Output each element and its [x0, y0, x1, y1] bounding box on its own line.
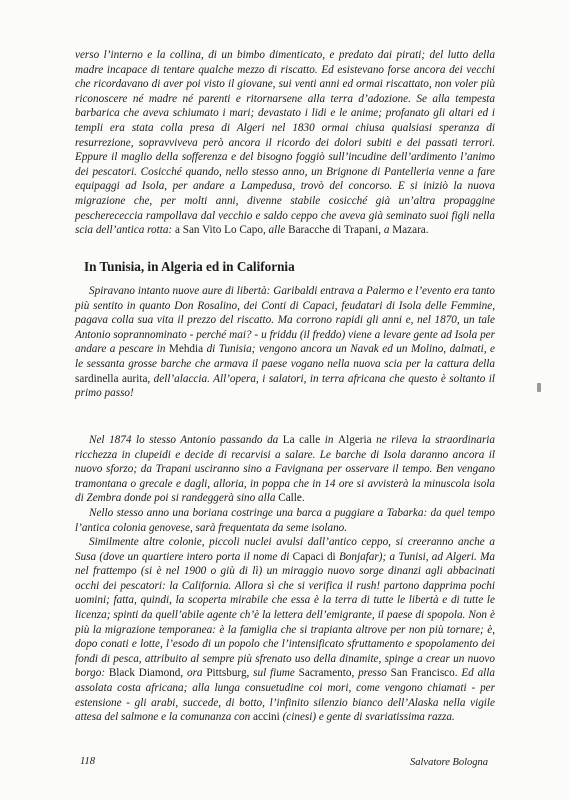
text-run: presso [358, 667, 391, 680]
text-run: di [206, 343, 219, 356]
text-run: Calle. [278, 492, 305, 505]
text-run: ora [186, 667, 207, 680]
text-run: La calle [282, 434, 325, 446]
text-run: Black Diamond, [108, 667, 187, 680]
text-run: Mehdia [168, 343, 207, 356]
text-run: Similmente altre colonie, piccoli nuclei avulsi dall’antico ceppo, si creeranno anche a Susa (dove un quartiere intero porta il nome di [75, 536, 495, 563]
running-footer-author: Salvatore Bologna [410, 757, 489, 768]
paragraph-tabarka [75, 506, 495, 535]
paragraph-intro [75, 48, 495, 238]
text-run: Algeria [338, 434, 377, 446]
text-run: Pittsburg, [206, 667, 254, 680]
paragraph-1874 [75, 433, 495, 506]
text-run: San Francisco. [390, 667, 462, 680]
text-run: Mazara. [392, 224, 429, 237]
text-run: Sacramento, [298, 667, 359, 680]
text-run: ne rileva la straordinaria ricchezza in clupeidi e decide di recarvisi a salare. Le barche di Isola daranno ancora il nuovo sforzo; da Trapani usciranno sino a Favignana per osservare il tempo. Ben vengano tramontana o grecale e dagli, alloria, in poppa che in 14 ore si avvisterà la minuscola isola di Zembra donde poi si randeggerà sino alla [75, 434, 496, 505]
text-run: verso l’interno e la collina, di un bimbo dimenticato, e predato dai pirati; del lutto della madre incapace di tentare qualche mezzo di riscatto. Ed esistevano forse ancora dei vecchi che ricordavano di aver poi visto il giovane, sui venti anni ed ormai riscattato, non voler più riconoscere né madre né parenti e ritornarsene alla terra d’adozione. Se alla tempesta barbarica che aveva schiumato i mari; devastato i lidi e le anime; profanato gli altari ed i templi era stata colla presa di Algeri nel 1830 ormai chiusa qualsiasi speranza di resurrezione, sopravviveva però ancora il ricordo dei dolori subiti e dei passati terrori. Eppure il maglio della sofferenza e del bisogno foggiò sull’incudine dell’ardimento l’animo dei pescatori. Cosicché quando, nello stesso anno, un Brignone di Pantelleria venne a fare equipaggi ad Isola, per andare a Lampedusa, trovò del concorso. E si iniziò la nuova migrazione che, per molti anni, divenne stabile cosicché già un’altra propaggine pescherececcia rampollava dal vecchio e saldo ceppo che aveva già seminato suoi figli nella scia dell’antica rotta: [75, 49, 495, 237]
text-run: Bonjafar); a Tunisi, ad Algeri. Ma nel frattempo (si è nel 1900 o giù di lì) un miraggio nuovo sorge dinanzi agli abbacinati occhi dei pescatori: la California. Allora sì che si verifica il rush! partono dapprima pochi uomini; fatta, quindi, la scoperta mirabile che essa è la terra di tutte le libertà e di tutte le licenza; spinti da quell’abile agente ch’è la lettera dell’emigrante, il paese di spopola. Non è più la migrazione temporanea: è la famiglia che si trapianta altrove per non più tornare; è, dopo conati e lotte, l’esodo di un popolo che l’intensificato sfruttamento e spopolamento dei fondi di pesca, attribuito al sempre più sfrenato uso della dinamite, spinge a crear un nuovo borgo: [75, 550, 495, 680]
paragraph-california [75, 535, 495, 725]
text-run: Spiravano intanto nuove aure di libertà: Garibaldi entrava a Palermo e l’evento era tanto più sentito in quanto Don Rosalino, dei Conti di Capaci, feudatari di Isola delle Femmine, pagava colla sua vita il prezzo del riscatto. Ma corrono rapidi gli anni e, nel 1870, un tale Antonio soprannominato - perché mai? - u friddu (il freddo) viene a levare gente ad Isola per andare a pescare in [75, 285, 495, 356]
text-run: (cinesi) e gente di svariatissima razza. [282, 711, 455, 724]
text-run: alle [268, 224, 289, 237]
text-run: Tunisia; vengono ancora un Navak ed un Molino, dalmati, e le sessanta grosse barche che armava il paese vogano nella nuova scia per la cattura della [75, 343, 496, 370]
text-run: Nel 1874 lo stesso Antonio passando da [89, 434, 283, 446]
text-run: accini [253, 711, 283, 724]
text-run: Baracche di Trapani, [288, 224, 384, 237]
text-run: sul fiume [253, 667, 299, 680]
text-run: Ed alla assolata costa africana; alla lunga consuetudine coi mori, come vengono chiamati - per estensione - gli arabi, succede, di botto, l’infinito silenzio bianco dell’Alaska nella vigile attesa del salmone e la comunanza con [75, 667, 495, 724]
text-run: a [383, 224, 393, 237]
text-run: sardinella aurita, [75, 372, 154, 385]
margin-mark [537, 383, 541, 392]
text-run: in [324, 434, 339, 446]
text-run: a San Vito Lo Capo, [174, 224, 269, 237]
paragraph-garibaldi [75, 284, 495, 401]
section-heading: In Tunisia, in Algeria ed in California [84, 259, 295, 274]
text-run: Nello stesso anno una boriana costringe una barca a puggiare a Tabarka: da quel tempo l’antica colonia genovese, sarà frequentata da seme isolano. [75, 507, 495, 534]
text-run: Capaci di [292, 550, 339, 563]
page-number: 118 [80, 756, 95, 767]
text-run: dell’alaccia. All’opera, i salatori, in terra africana che questo è soltanto il primo passo! [75, 372, 495, 400]
